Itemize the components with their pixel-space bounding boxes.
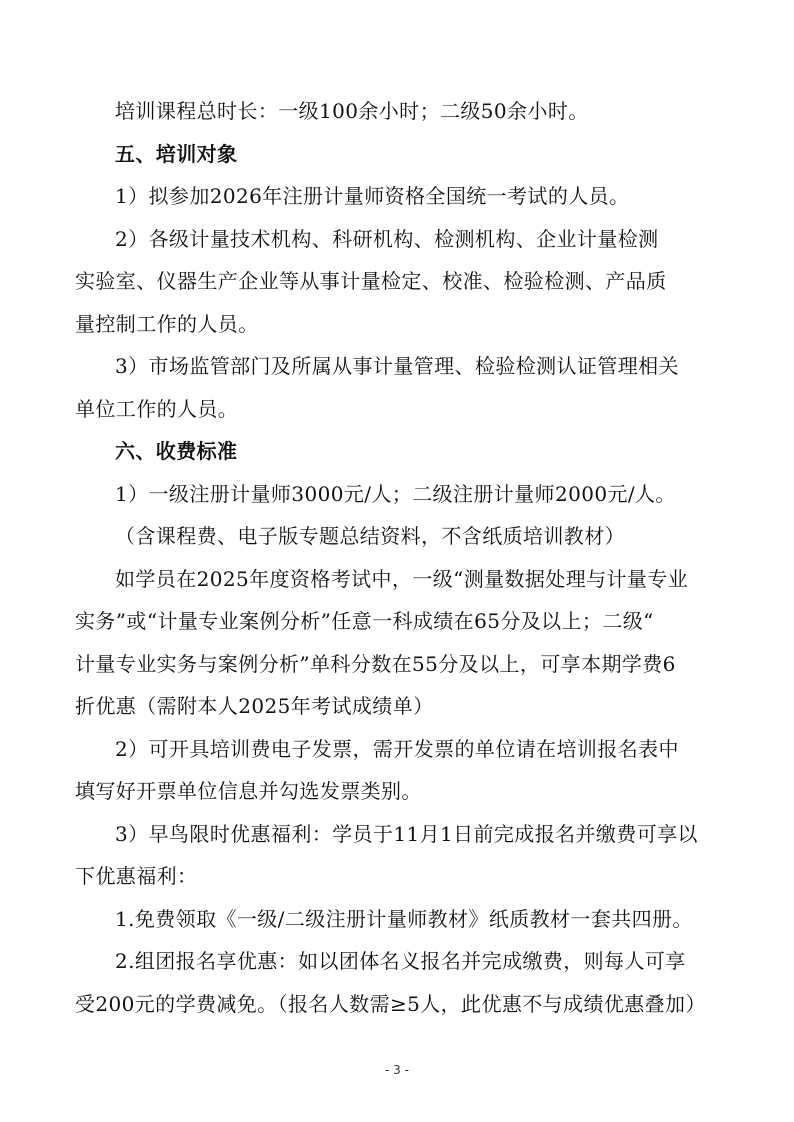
text-line-course-duration: 培训课程总时长：一级100余小时；二级50余小时。 <box>115 99 589 123</box>
text-line-target-2-cont: 实验室、仪器生产企业等从事计量检定、校准、检验检测、产品质 <box>75 269 667 293</box>
text-line-target-2-cont: 量控制工作的人员。 <box>75 311 259 336</box>
text-line-invoice: 2）可开具培训费电子发票，需开发票的单位请在培训报名表中 <box>115 736 679 761</box>
text-line-target-3: 3）市场监管部门及所属从事计量管理、检验检测认证管理相关 <box>115 354 679 378</box>
text-line-target-3-cont: 单位工作的人员。 <box>75 396 239 421</box>
text-line-benefit-2-cont: 受200元的学费减免。（报名人数需≥5人，此优惠不与成绩优惠叠加） <box>75 991 706 1016</box>
text-line-early-bird: 3）早鸟限时优惠福利：学员于11月1日前完成报名并缴费可享以 <box>115 821 698 846</box>
text-line-fee-1: 1）一级注册计量师3000元/人；二级注册计量师2000元/人。 <box>115 481 676 506</box>
text-line-benefit-2: 2.组团报名享优惠：如以团体名义报名并完成缴费，则每人可享 <box>115 949 686 973</box>
document-body <box>75 90 706 1025</box>
text-line-early-bird-cont: 下优惠福利： <box>75 864 198 888</box>
section-heading-fees: 六、收费标准 <box>115 439 238 463</box>
section-heading-training-targets: 五、培训对象 <box>115 141 238 166</box>
page-number: - 3 - <box>385 1063 409 1077</box>
text-line-target-1: 1）拟参加2026年注册计量师资格全国统一考试的人员。 <box>115 184 630 208</box>
text-line-discount-cont: 实务”或“计量专业案例分析”任意一科成绩在65分及以上；二级“ <box>75 609 654 633</box>
text-line-discount-cont: 计量专业实务与案例分析”单科分数在55分及以上，可享本期学费6 <box>75 651 676 676</box>
text-line-discount-cont: 折优惠（需附本人2025年考试成绩单） <box>75 694 434 718</box>
text-line-invoice-cont: 填写好开票单位信息并勾选发票类别。 <box>75 779 422 803</box>
text-line-discount: 如学员在2025年度资格考试中，一级“测量数据处理与计量专业 <box>115 566 689 591</box>
text-line-target-2: 2）各级计量技术机构、科研机构、检测机构、企业计量检测 <box>115 226 659 251</box>
text-line-fee-note: （含课程费、电子版专题总结资料，不含纸质培训教材） <box>115 524 625 548</box>
text-line-benefit-1: 1.免费领取《一级/二级注册计量师教材》纸质教材一套共四册。 <box>115 906 693 931</box>
